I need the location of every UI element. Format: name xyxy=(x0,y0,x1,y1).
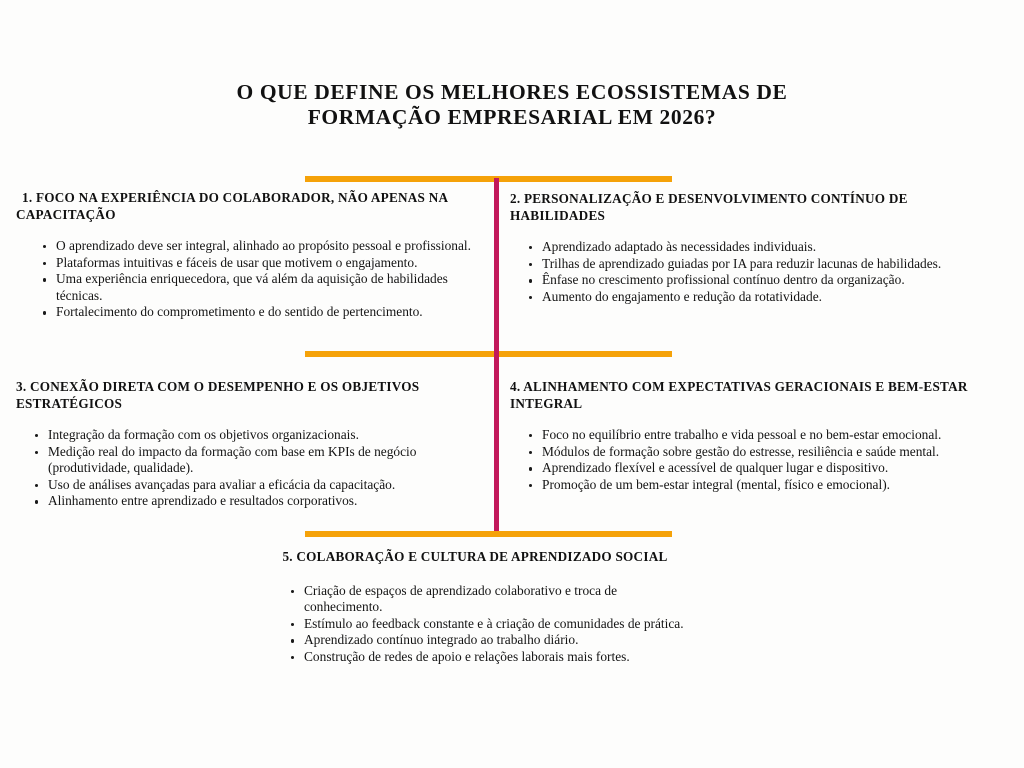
section-1-heading: 1. FOCO NA EXPERIÊNCIA DO COLABORADOR, NÃO APENAS NA CAPACITAÇÃO xyxy=(16,190,448,222)
section-4-heading: 4. ALINHAMENTO COM EXPECTATIVAS GERACIONAIS E BEM-ESTAR INTEGRAL xyxy=(510,379,968,411)
section-4-bullet-list xyxy=(524,427,988,493)
section-1 xyxy=(16,190,486,321)
list-item: Foco no equilíbrio entre trabalho e vida pessoal e no bem-estar emocional. xyxy=(524,427,988,444)
list-item: Aprendizado contínuo integrado ao trabalho diário. xyxy=(286,632,685,649)
vertical-spine-crossing xyxy=(494,341,499,367)
section-3-bullet-list xyxy=(30,427,486,510)
list-item: Uso de análises avançadas para avaliar a eficácia da capacitação. xyxy=(30,477,486,494)
list-item: Aprendizado adaptado às necessidades individuais. xyxy=(524,239,980,256)
section-2-bullet-list xyxy=(524,239,980,305)
list-item: O aprendizado deve ser integral, alinhado ao propósito pessoal e profissional. xyxy=(38,238,486,255)
list-item: Medição real do impacto da formação com base em KPIs de negócio (produtividade, qualidade). xyxy=(30,444,486,477)
list-item: Plataformas intuitivas e fáceis de usar que motivem o engajamento. xyxy=(38,255,486,272)
section-2-heading: 2. PERSONALIZAÇÃO E DESENVOLVIMENTO CONTÍNUO DE HABILIDADES xyxy=(510,191,908,223)
section-5-bullet-list xyxy=(286,583,685,666)
section-5-heading: 5. COLABORAÇÃO E CULTURA DE APRENDIZADO SOCIAL xyxy=(282,549,668,564)
list-item: Promoção de um bem-estar integral (mental, físico e emocional). xyxy=(524,477,988,494)
section-1-bullet-list xyxy=(38,238,486,321)
list-item: Trilhas de aprendizado guiadas por IA para reduzir lacunas de habilidades. xyxy=(524,256,980,273)
list-item: Módulos de formação sobre gestão do estresse, resiliência e saúde mental. xyxy=(524,444,988,461)
divider-bar-top xyxy=(305,176,672,182)
list-item: Aprendizado flexível e acessível de qualquer lugar e dispositivo. xyxy=(524,460,988,477)
list-item: Aumento do engajamento e redução da rotatividade. xyxy=(524,289,980,306)
divider-bar-middle xyxy=(305,351,672,357)
section-5 xyxy=(265,549,685,665)
page-title-line-2: FORMAÇÃO EMPRESARIAL EM 2026? xyxy=(307,105,717,129)
section-2 xyxy=(510,191,980,305)
list-item: Ênfase no crescimento profissional contínuo dentro da organização. xyxy=(524,272,980,289)
list-item: Estímulo ao feedback constante e à criação de comunidades de prática. xyxy=(286,616,685,633)
list-item: Uma experiência enriquecedora, que vá além da aquisição de habilidades técnicas. xyxy=(38,271,486,304)
list-item: Integração da formação com os objetivos organizacionais. xyxy=(30,427,486,444)
page-title xyxy=(150,80,874,130)
section-3-heading: 3. CONEXÃO DIRETA COM O DESEMPENHO E OS OBJETIVOS ESTRATÉGICOS xyxy=(16,379,420,411)
list-item: Alinhamento entre aprendizado e resultados corporativos. xyxy=(30,493,486,510)
page-title-line-1: O QUE DEFINE OS MELHORES ECOSSISTEMAS DE xyxy=(236,80,788,104)
divider-bar-bottom xyxy=(305,531,672,537)
list-item: Fortalecimento do comprometimento e do sentido de pertencimento. xyxy=(38,304,486,321)
list-item: Construção de redes de apoio e relações laborais mais fortes. xyxy=(286,649,685,666)
section-4 xyxy=(510,379,988,493)
section-3 xyxy=(16,379,486,510)
list-item: Criação de espaços de aprendizado colaborativo e troca de conhecimento. xyxy=(286,583,685,616)
